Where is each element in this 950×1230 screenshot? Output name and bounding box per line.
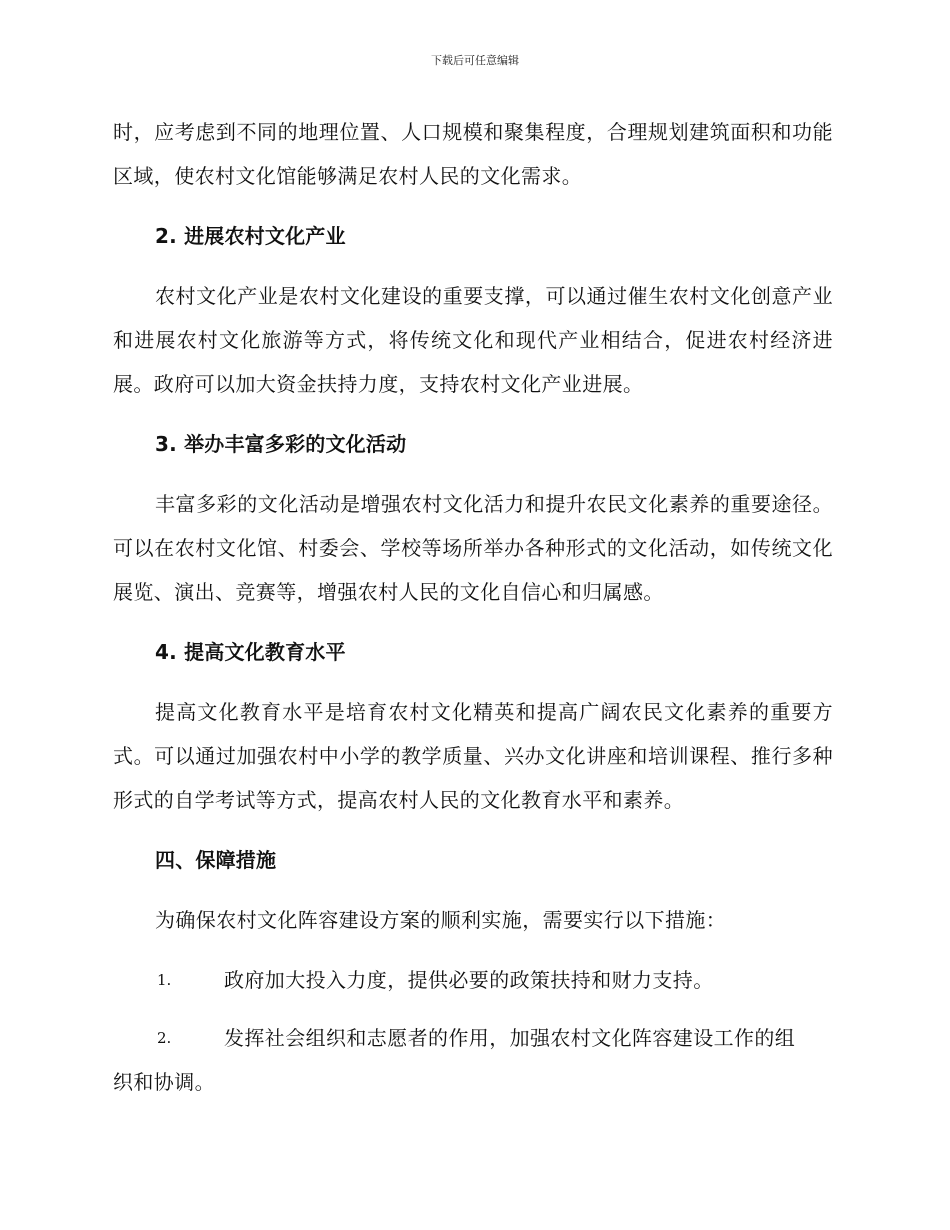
list-item-number: 2. [157, 1029, 172, 1047]
heading-safeguard-measures: 四、保障措施 [155, 848, 277, 872]
list-item [113, 958, 833, 1002]
document-body [113, 110, 833, 1118]
heading-culture-education: 4. 提高文化教育水平 [155, 640, 346, 664]
paragraph-culture-education: 提高文化教育水平是培育农村文化精英和提高广阔农民文化素养的重要方式。可以通过加强农村中小学的教学质量、兴办文化讲座和培训课程、推行多种形式的自学考试等方式，提高农村人民的文化教育水平和素养。 [113, 700, 833, 812]
page-header: 下载后可任意编辑 [431, 54, 519, 67]
paragraph-intro: 时，应考虑到不同的地理位置、人口规模和聚集程度，合理规划建筑面积和功能区域，使农村文化馆能够满足农村人民的文化需求。 [113, 120, 833, 188]
heading-cultural-activities: 3. 举办丰富多彩的文化活动 [155, 432, 407, 456]
list-item-number: 1. [157, 971, 172, 989]
list-item [113, 1016, 833, 1104]
paragraph-culture-industry: 农村文化产业是农村文化建设的重要支撑，可以通过催生农村文化创意产业和进展农村文化旅游等方式，将传统文化和现代产业相结合，促进农村经济进展。政府可以加大资金扶持力度，支持农村文化产业进展。 [113, 284, 833, 396]
list-item-text [113, 1016, 833, 1104]
list-item-line: 发挥社会组织和志愿者的作用，加强农村文化阵容建设工作的组 [224, 1026, 796, 1050]
list-item-text [224, 958, 833, 1002]
paragraph-cultural-activities: 丰富多彩的文化活动是增强农村文化活力和提升农民文化素养的重要途径。可以在农村文化馆、村委会、学校等场所举办各种形式的文化活动，如传统文化展览、演出、竞赛等，增强农村人民的文化自信心和归属感。 [113, 492, 833, 604]
list-item-line-continued: 织和协调。 [113, 1070, 215, 1094]
paragraph-measures-intro: 为确保农村文化阵容建设方案的顺利实施，需要实行以下措施： [155, 908, 727, 932]
heading-develop-culture-industry: 2. 进展农村文化产业 [155, 224, 346, 248]
list-item-line: 政府加大投入力度，提供必要的政策扶持和财力支持。 [224, 968, 714, 992]
